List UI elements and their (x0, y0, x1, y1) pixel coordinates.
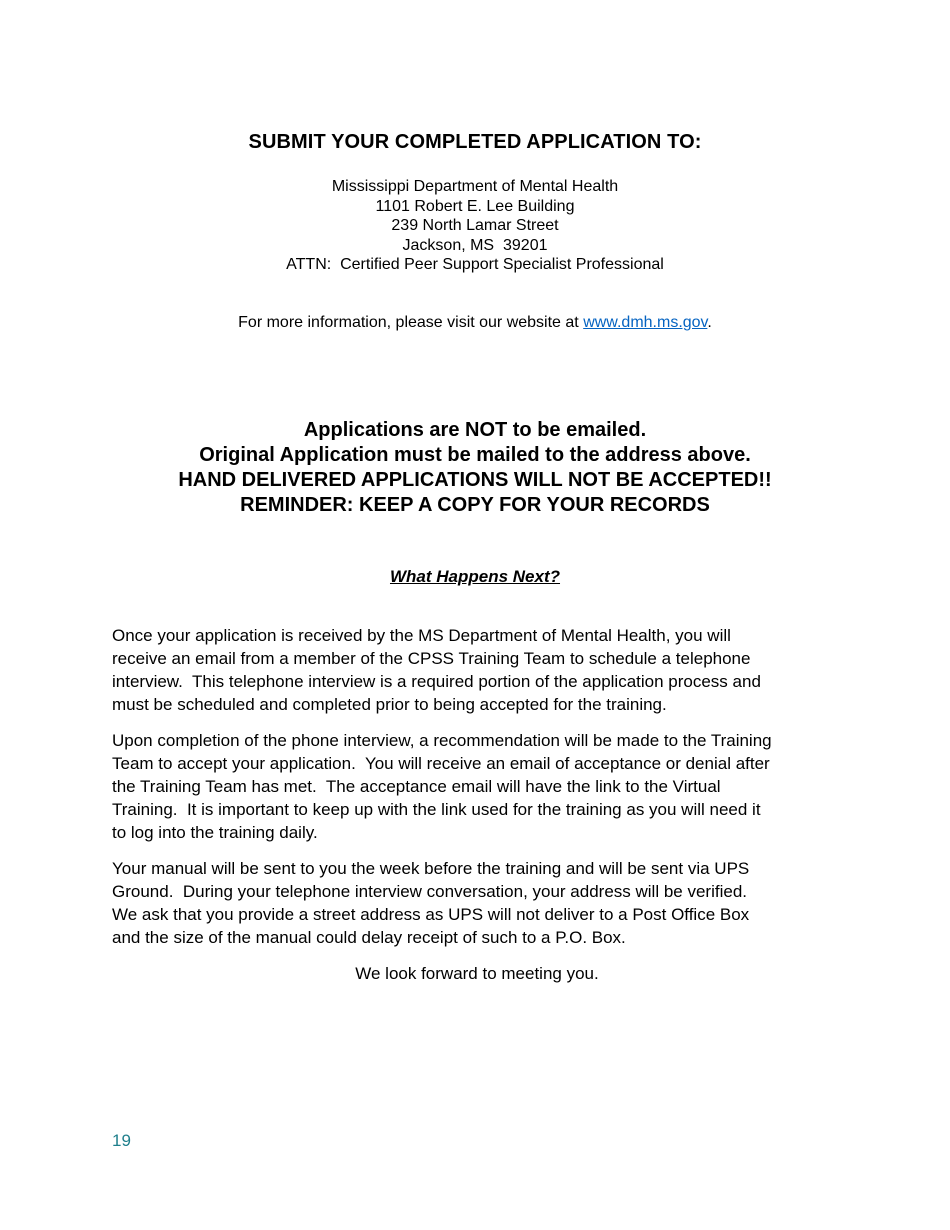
paragraph-line: must be scheduled and completed prior to being accepted for the training. (112, 695, 667, 714)
paragraph-line: We ask that you provide a street address as UPS will not deliver to a Post Office Box (112, 905, 750, 924)
address-line-1: Mississippi Department of Mental Health (331, 178, 619, 195)
website-link[interactable]: www.dmh.ms.gov (583, 314, 708, 331)
paragraph-1 (112, 624, 842, 716)
info-prefix: For more information, please visit our website at (238, 314, 584, 331)
info-line (0, 314, 950, 332)
paragraph-line: the Training Team has met. The acceptance email will have the link to the Virtual (112, 777, 721, 796)
paragraph-line: Ground. During your telephone interview conversation, your address will be verified. (112, 882, 747, 901)
section-heading (0, 567, 950, 587)
body-text (112, 624, 842, 985)
submit-heading: SUBMIT YOUR COMPLETED APPLICATION TO: (248, 131, 702, 153)
paragraph-line: Once your application is received by the MS Department of Mental Health, you will (112, 626, 731, 645)
paragraph-2 (112, 729, 842, 844)
address-line-4: Jackson, MS 39201 (402, 236, 548, 254)
paragraph-line: Upon completion of the phone interview, a recommendation will be made to the Training (112, 731, 772, 750)
address-line-5: ATTN: Certified Peer Support Specialist Professional (286, 256, 664, 273)
paragraph-line: receive an email from a member of the CPSS Training Team to schedule a telephone (112, 649, 751, 668)
section-heading-text: What Happens Next? (389, 567, 561, 586)
paragraph-line: to log into the training daily. (112, 823, 318, 842)
warning-block (0, 418, 950, 518)
paragraph-line: Training. It is important to keep up with the link used for the training as you will need it (112, 800, 761, 819)
paragraph-line: and the size of the manual could delay receipt of such to a P.O. Box. (112, 928, 626, 947)
paragraph-line: interview. This telephone interview is a required portion of the application process and (112, 672, 761, 691)
warning-line-4: REMINDER: KEEP A COPY FOR YOUR RECORDS (240, 494, 710, 516)
warning-line-1: Applications are NOT to be emailed. (303, 419, 647, 441)
address-line-2: 1101 Robert E. Lee Building (375, 197, 575, 215)
paragraph-3 (112, 857, 842, 949)
paragraph-line: Your manual will be sent to you the week before the training and will be sent via UPS (112, 859, 750, 878)
warning-line-3: HAND DELIVERED APPLICATIONS WILL NOT BE ACCEPTED!! (178, 469, 772, 491)
page-number: 19 (112, 1131, 131, 1150)
info-suffix: . (707, 314, 712, 331)
address-line-3: 239 North Lamar Street (391, 217, 559, 234)
mailing-address (0, 177, 950, 275)
paragraph-line: Team to accept your application. You will receive an email of acceptance or denial after (112, 754, 770, 773)
closing-line: We look forward to meeting you. (355, 964, 599, 983)
warning-line-2: Original Application must be mailed to the address above. (199, 444, 751, 466)
